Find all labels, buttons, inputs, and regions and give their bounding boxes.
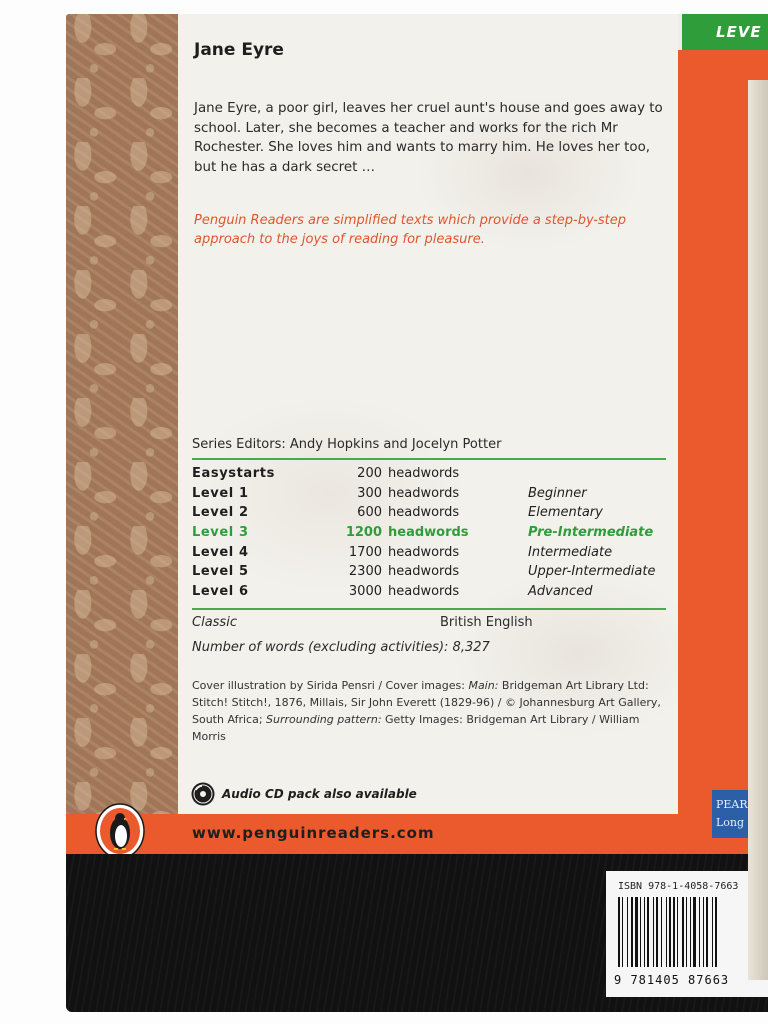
credits-main-label: Main: (468, 679, 499, 692)
level-count: 200 (357, 466, 382, 481)
series-editors: Series Editors: Andy Hopkins and Jocelyn Potter (192, 437, 502, 452)
publisher-line1: PEAR (716, 798, 748, 811)
level-row (192, 584, 672, 604)
level-row (192, 486, 672, 506)
book-back-cover (66, 14, 768, 1012)
audio-cd-text: Audio CD pack also available (222, 787, 417, 801)
isbn-label: ISBN 978-1-4058-7663 (618, 881, 739, 892)
level-count: 2300 (348, 564, 382, 580)
level-desc: Advanced (528, 584, 593, 600)
level-desc: Upper-Intermediate (528, 564, 656, 580)
torn-spine-edge (748, 80, 768, 980)
level-desc: Elementary (528, 505, 603, 521)
barcode-panel (606, 871, 768, 997)
book-title: Jane Eyre (194, 40, 284, 60)
penguin-logo-icon (94, 803, 146, 859)
level-row-current (192, 525, 672, 545)
cover-credits (192, 677, 670, 745)
book-blurb: Jane Eyre, a poor girl, leaves her cruel aunt's house and goes away to school. Later, she becomes a teacher and works for the rich Mr Rochester. She loves him and wants to marry him. He loves her too, but he has a dark secret … (194, 101, 663, 175)
level-unit: headwords (388, 525, 469, 541)
level-tab: LEVE (682, 14, 768, 50)
publisher-line2: Long (716, 816, 745, 829)
level-name: Level 2 (192, 505, 249, 521)
level-desc: Pre-Intermediate (528, 525, 654, 541)
series-tagline: Penguin Readers are simplified texts which provide a step-by-step approach to the joys of reading for pleasure. (194, 213, 627, 247)
levels-table (192, 466, 672, 604)
text-panel (178, 14, 678, 814)
level-name: Level 4 (192, 544, 249, 560)
level-row (192, 466, 672, 486)
audio-cd-note (190, 781, 417, 807)
level-name: Easystarts (192, 466, 275, 481)
level-unit: headwords (388, 505, 460, 521)
level-unit: headwords (388, 564, 460, 580)
level-count: 3000 (348, 584, 382, 600)
level-name: Level 6 (192, 584, 249, 600)
credits-text-1: Cover illustration by Sirida Pensri / Cover images: (192, 679, 469, 692)
language-label: British English (440, 615, 533, 630)
level-count: 300 (357, 485, 382, 501)
level-desc: Beginner (528, 485, 587, 501)
cd-icon (190, 781, 216, 807)
level-row (192, 505, 672, 525)
credits-surround-label: Surrounding pattern: (266, 713, 382, 726)
word-count: Number of words (excluding activities): 8,327 (192, 640, 490, 655)
level-count: 600 (357, 505, 382, 521)
level-name: Level 5 (192, 564, 249, 580)
level-name: Level 1 (192, 485, 249, 501)
level-desc: Intermediate (528, 544, 613, 560)
credits-text-3: Getty Images: Bridgeman Art Library / William Morris (192, 713, 640, 743)
isbn-digits: 9 781405 87663 (614, 973, 730, 987)
level-unit: headwords (388, 544, 460, 560)
barcode-icon (616, 897, 762, 967)
level-count: 1200 (345, 525, 382, 541)
credits-text-2: Bridgeman Art Library Ltd: Stitch! Stitch!, 1876, Millais, Sir John Everett (1829-96) / © Johannesburg Art Gallery, South Africa; (192, 679, 661, 726)
level-count: 1700 (348, 544, 382, 560)
level-name: Level 3 (192, 525, 249, 541)
level-unit: headwords (388, 485, 460, 501)
website-url: www.penguinreaders.com (192, 824, 435, 842)
level-unit: headwords (388, 584, 460, 600)
level-unit: headwords (388, 466, 460, 481)
divider-bottom (192, 608, 666, 610)
divider-top (192, 458, 666, 460)
level-row (192, 564, 672, 584)
classic-label: Classic (192, 615, 237, 630)
level-row (192, 545, 672, 565)
